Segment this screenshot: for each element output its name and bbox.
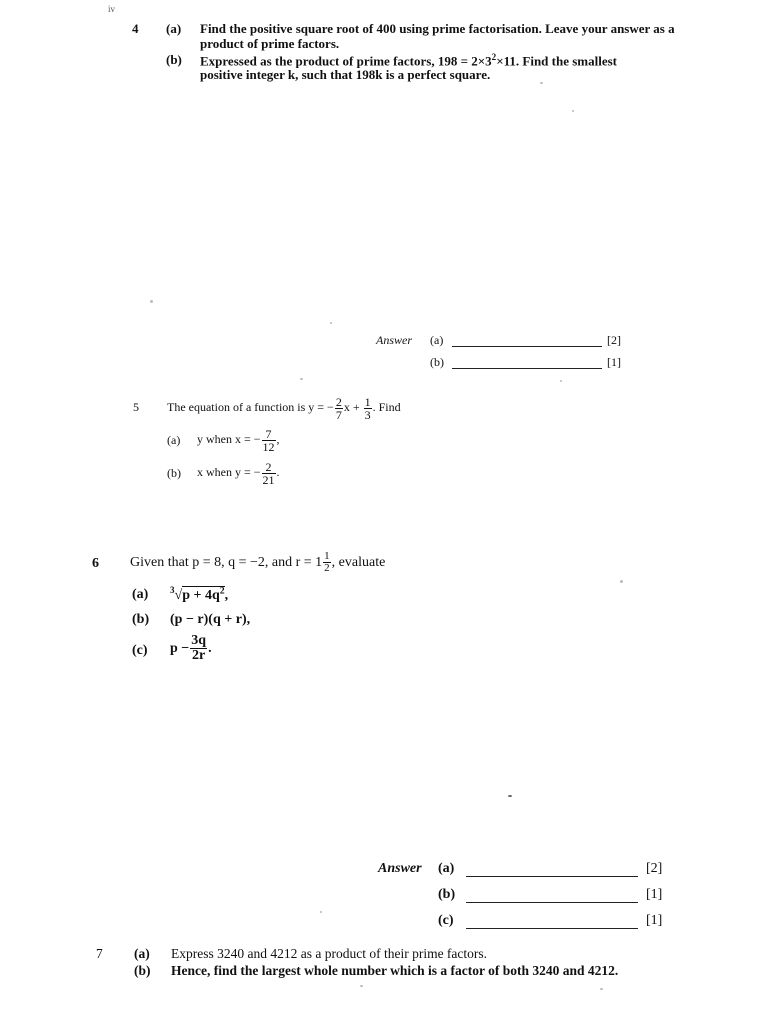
fraction-two-sevenths bbox=[335, 396, 343, 421]
scan-speck bbox=[508, 795, 512, 797]
answer-6b-line[interactable] bbox=[466, 902, 638, 903]
scan-speck bbox=[560, 380, 562, 382]
fraction-one-half bbox=[323, 551, 331, 574]
scan-speck bbox=[320, 911, 322, 913]
root-index: 3 bbox=[170, 585, 175, 595]
fraction-3q-over-2r bbox=[190, 634, 207, 663]
radical-sign: √ bbox=[174, 588, 183, 603]
question-5a-expr: y when x = − bbox=[197, 432, 261, 446]
question-7a-label: (a) bbox=[134, 946, 150, 961]
question-4a-line-2: product of prime factors. bbox=[200, 36, 340, 51]
answer-6b-label: (b) bbox=[438, 887, 456, 902]
question-4b-line-2: positive integer k, such that 198k is a perfect square. bbox=[200, 67, 491, 82]
scan-speck bbox=[360, 985, 363, 987]
question-6-text-end: , evaluate bbox=[331, 555, 386, 570]
denominator: 12 bbox=[262, 439, 275, 454]
question-6b-label: (b) bbox=[132, 612, 150, 627]
scan-speck bbox=[572, 110, 574, 112]
denominator: 7 bbox=[335, 407, 342, 422]
answer-label: Answer bbox=[378, 861, 422, 876]
denominator: 3 bbox=[364, 407, 371, 422]
numerator: 2 bbox=[335, 394, 342, 409]
answer-6c-marks: [1] bbox=[646, 913, 663, 928]
answer-6a-line[interactable] bbox=[466, 876, 638, 877]
numerator: 1 bbox=[364, 394, 371, 409]
question-7-number: 7 bbox=[96, 946, 103, 961]
question-5-text-end: . Find bbox=[372, 400, 401, 414]
scan-speck bbox=[330, 322, 332, 324]
answer-6a-label: (a) bbox=[438, 861, 455, 876]
question-5a-label: (a) bbox=[167, 433, 181, 447]
scan-speck bbox=[600, 988, 603, 990]
numerator: 3q bbox=[191, 633, 207, 649]
question-4a-label: (a) bbox=[166, 21, 182, 36]
question-5-number: 5 bbox=[133, 400, 139, 414]
question-5b-text bbox=[197, 457, 280, 487]
answer-4b-label: (b) bbox=[430, 355, 444, 369]
scan-speck bbox=[540, 82, 543, 84]
question-6c-expr bbox=[170, 632, 212, 666]
question-7a-text: Express 3240 and 4212 as a product of their prime factors. bbox=[171, 946, 488, 961]
exponent: 2 bbox=[219, 585, 225, 597]
question-6a-label: (a) bbox=[132, 587, 149, 602]
punctuation: , bbox=[224, 588, 229, 603]
question-4b-text-cont: ×11. Find the smallest bbox=[496, 53, 618, 69]
question-5-text-mid: x + bbox=[343, 400, 360, 414]
question-4b-label: (b) bbox=[166, 52, 182, 67]
question-7b-label: (b) bbox=[134, 963, 151, 978]
question-4a-line-1: Find the positive square root of 400 using prime factorisation. Leave your answer as a bbox=[200, 21, 675, 36]
question-5b-expr: x when y = − bbox=[197, 465, 261, 479]
answer-6c-label: (c) bbox=[438, 913, 454, 928]
page-mark: iv bbox=[108, 4, 116, 14]
question-6-number: 6 bbox=[92, 556, 99, 571]
radicand-text: p + 4q bbox=[182, 588, 220, 603]
question-6c-text: p − bbox=[170, 641, 190, 656]
numerator: 1 bbox=[324, 550, 330, 563]
question-7b-text: Hence, find the largest whole number which is a factor of both 3240 and 4212. bbox=[171, 963, 619, 978]
radicand bbox=[182, 586, 224, 603]
answer-label: Answer bbox=[376, 333, 412, 347]
answer-4b-marks: [1] bbox=[607, 355, 621, 369]
punctuation: . bbox=[276, 465, 280, 479]
numerator: 2 bbox=[262, 461, 276, 474]
scan-speck bbox=[620, 580, 623, 583]
answer-4a-line[interactable] bbox=[452, 346, 602, 347]
question-6a-expr bbox=[170, 585, 228, 604]
scan-speck bbox=[300, 378, 303, 380]
answer-4a-label: (a) bbox=[430, 333, 444, 347]
question-5b-label: (b) bbox=[167, 466, 181, 480]
denominator: 2r bbox=[192, 648, 206, 664]
question-6c-label: (c) bbox=[132, 643, 148, 658]
answer-6c-line[interactable] bbox=[466, 928, 638, 929]
fraction-seven-twelfths bbox=[262, 428, 276, 453]
answer-6a-marks: [2] bbox=[646, 861, 663, 876]
numerator: 7 bbox=[262, 428, 276, 441]
question-6-stem bbox=[130, 548, 385, 578]
answer-6b-marks: [1] bbox=[646, 887, 663, 902]
question-5a-text bbox=[197, 424, 280, 454]
punctuation: . bbox=[208, 641, 212, 656]
question-6-text: Given that p = 8, q = −2, and r = 1 bbox=[130, 555, 323, 570]
answer-4a-marks: [2] bbox=[607, 333, 621, 347]
denominator: 2 bbox=[324, 562, 330, 575]
punctuation: , bbox=[276, 432, 280, 446]
fraction-two-twentyfirsts bbox=[262, 461, 276, 486]
question-6b-expr: (p − r)(q + r), bbox=[170, 612, 251, 627]
exponent: 2 bbox=[491, 52, 497, 62]
question-4-number: 4 bbox=[132, 21, 139, 36]
question-4b-text: Expressed as the product of prime factors, 198 = 2×3 bbox=[200, 53, 492, 69]
question-5-stem bbox=[167, 392, 401, 422]
fraction-one-third bbox=[364, 396, 372, 421]
denominator: 21 bbox=[262, 472, 275, 487]
question-5-text: The equation of a function is y = − bbox=[167, 400, 334, 414]
scan-speck bbox=[150, 300, 153, 303]
answer-4b-line[interactable] bbox=[452, 368, 602, 369]
